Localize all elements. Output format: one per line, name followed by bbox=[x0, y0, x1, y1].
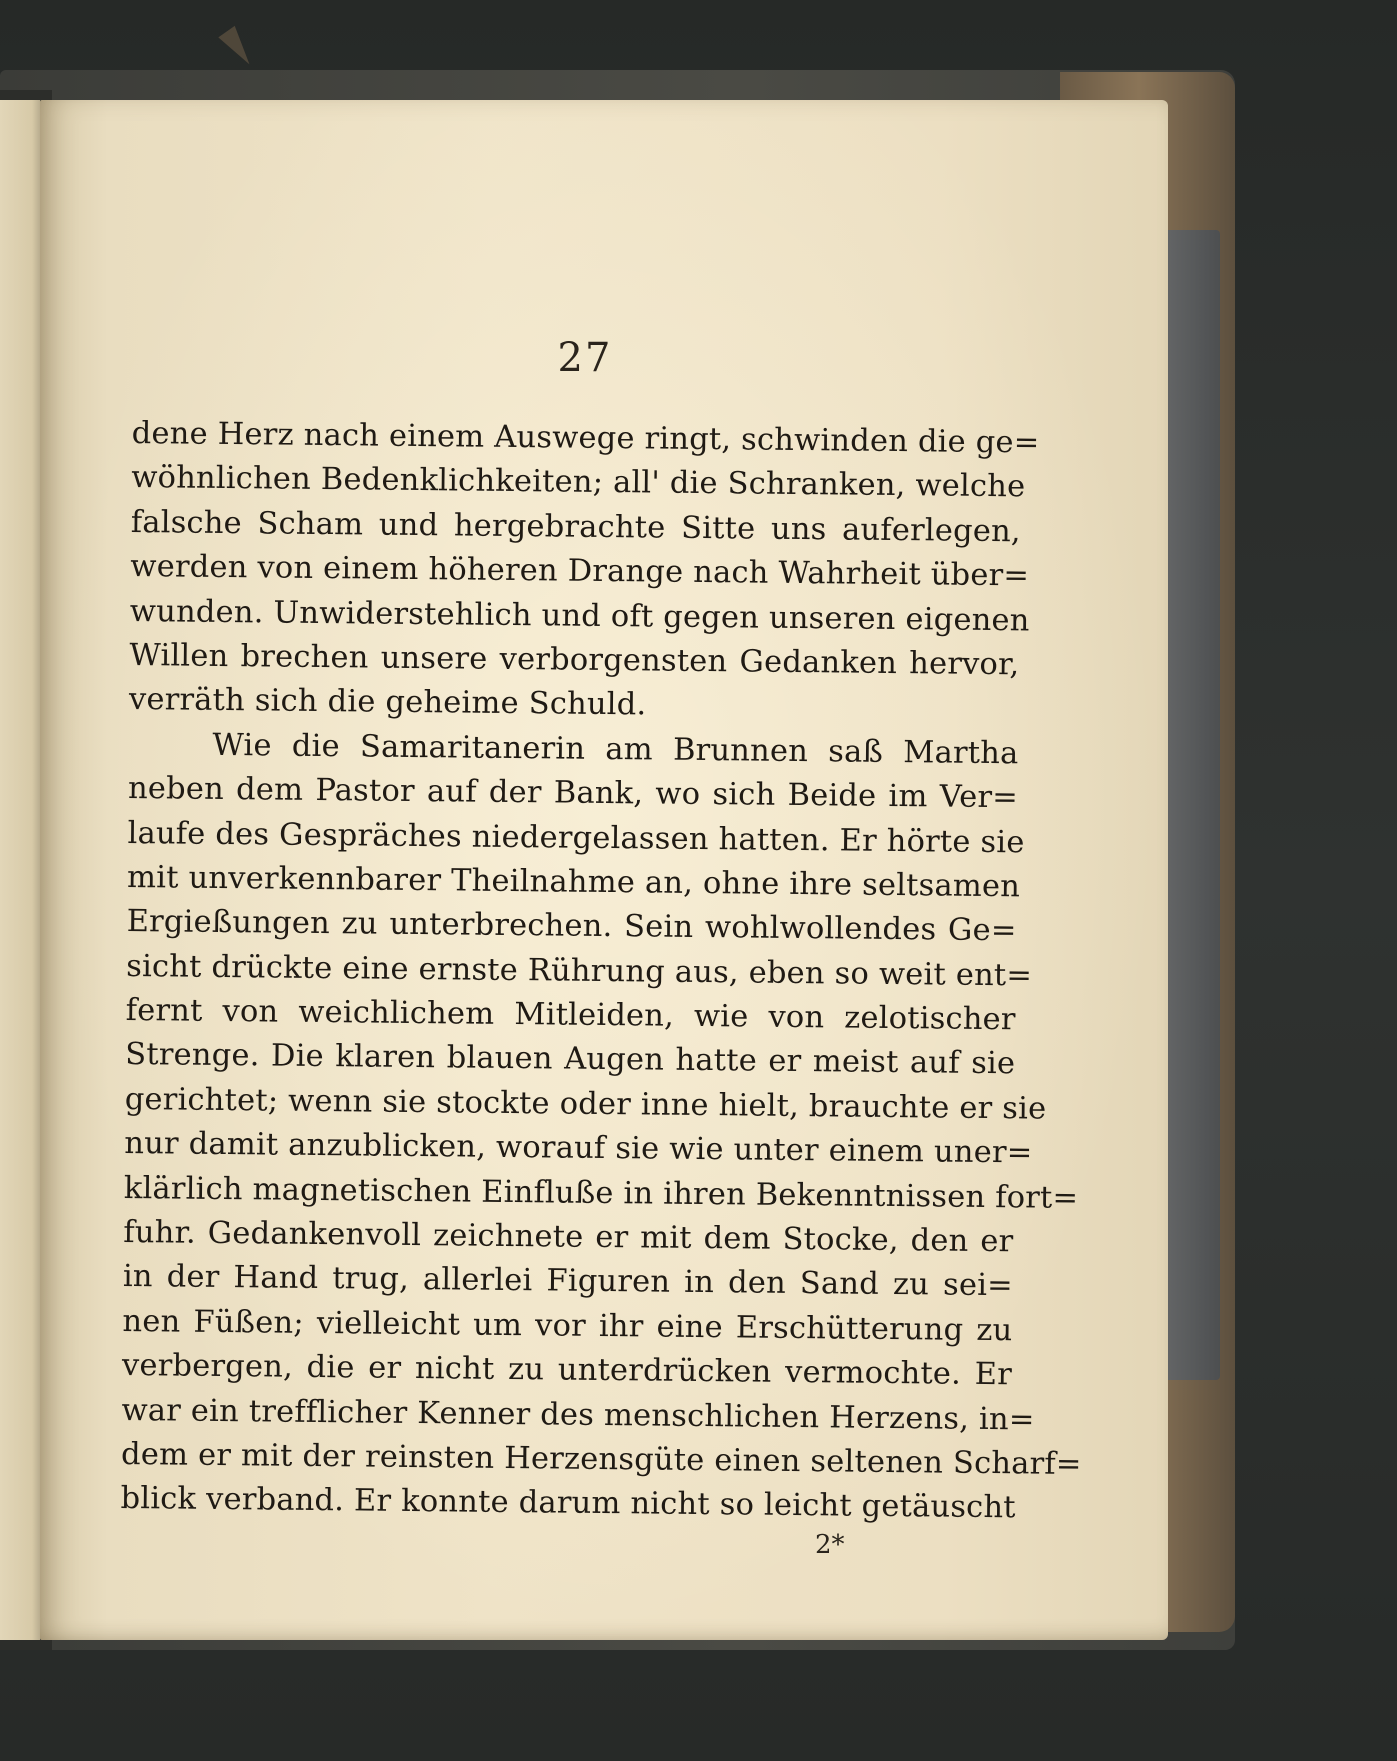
text-line: neben dem Pastor auf der Bank, wo sich Beide im Ver= bbox=[127, 771, 1019, 816]
text-line: nur damit anzublicken, worauf sie wie unter einem uner= bbox=[124, 1126, 1033, 1171]
previous-page-edge bbox=[0, 100, 40, 1640]
paragraph-end-line: verräth sich die geheime Schuld. bbox=[128, 682, 647, 723]
text-line: dem er mit der reinsten Herzensgüte einen seltenen Scharf= bbox=[120, 1436, 1082, 1482]
text-line: falsche Scham und hergebrachte Sitte uns auferlegen, bbox=[130, 504, 1021, 550]
text-line: fernt von weichlichem Mitleiden, wie von zelotischer bbox=[125, 993, 1016, 1038]
book-page bbox=[40, 100, 1168, 1640]
text-line: mit unverkennbarer Theilnahme an, ohne ihre seltsamen bbox=[126, 859, 1021, 905]
text-line: wunden. Unwiderstehlich und oft gegen unseren eigenen bbox=[129, 593, 1030, 638]
text-line: Strenge. Die klaren blauen Augen hatte er meist auf sie bbox=[125, 1037, 1016, 1082]
text-line: gerichtet; wenn sie stockte oder inne hielt, brauchte er sie bbox=[124, 1081, 1047, 1127]
text-line: laufe des Gespräches niedergelassen hatten. Er hörte sie bbox=[127, 815, 1025, 860]
text-line: nen Füßen; vielleicht um vor ihr eine Erschütterung zu bbox=[122, 1303, 1013, 1349]
text-line: fuhr. Gedankenvoll zeichnete er mit dem Stocke, den er bbox=[123, 1214, 1014, 1260]
text-line: klärlich magnetischen Einfluße in ihren Bekenntnissen fort= bbox=[123, 1170, 1079, 1216]
text-line: werden von einem höheren Drange nach Wahrheit über= bbox=[130, 549, 1030, 594]
text-line: in der Hand trug, allerlei Figuren in den Sand zu sei= bbox=[122, 1259, 1014, 1304]
text-line: Willen brechen unsere verborgensten Gedanken hervor, bbox=[129, 637, 1020, 683]
paragraph-start-line: Wie die Samaritanerin am Brunnen saß Martha bbox=[212, 727, 1019, 772]
text-line: war ein trefflicher Kenner des menschlichen Herzens, in= bbox=[121, 1392, 1035, 1438]
page-number: 27 bbox=[557, 335, 613, 381]
printer-signature: 2* bbox=[815, 1530, 845, 1560]
text-line: sicht drückte eine ernste Rührung aus, eben so weit ent= bbox=[126, 948, 1033, 994]
text-line: dene Herz nach einem Auswege ringt, schwinden die ge= bbox=[131, 415, 1040, 461]
text-line: Ergießungen zu unterbrechen. Sein wohlwollendes Ge= bbox=[126, 904, 1017, 949]
text-line: wöhnlichen Bedenklichkeiten; all' die Schranken, welche bbox=[131, 460, 1026, 505]
body-text bbox=[120, 412, 1082, 1531]
bookmark-notch bbox=[218, 26, 257, 70]
text-line: verbergen, die er nicht zu unterdrücken vermochte. Er bbox=[121, 1348, 1013, 1393]
text-line: blick verband. Er konnte darum nicht so leicht getäuscht bbox=[120, 1481, 1016, 1526]
